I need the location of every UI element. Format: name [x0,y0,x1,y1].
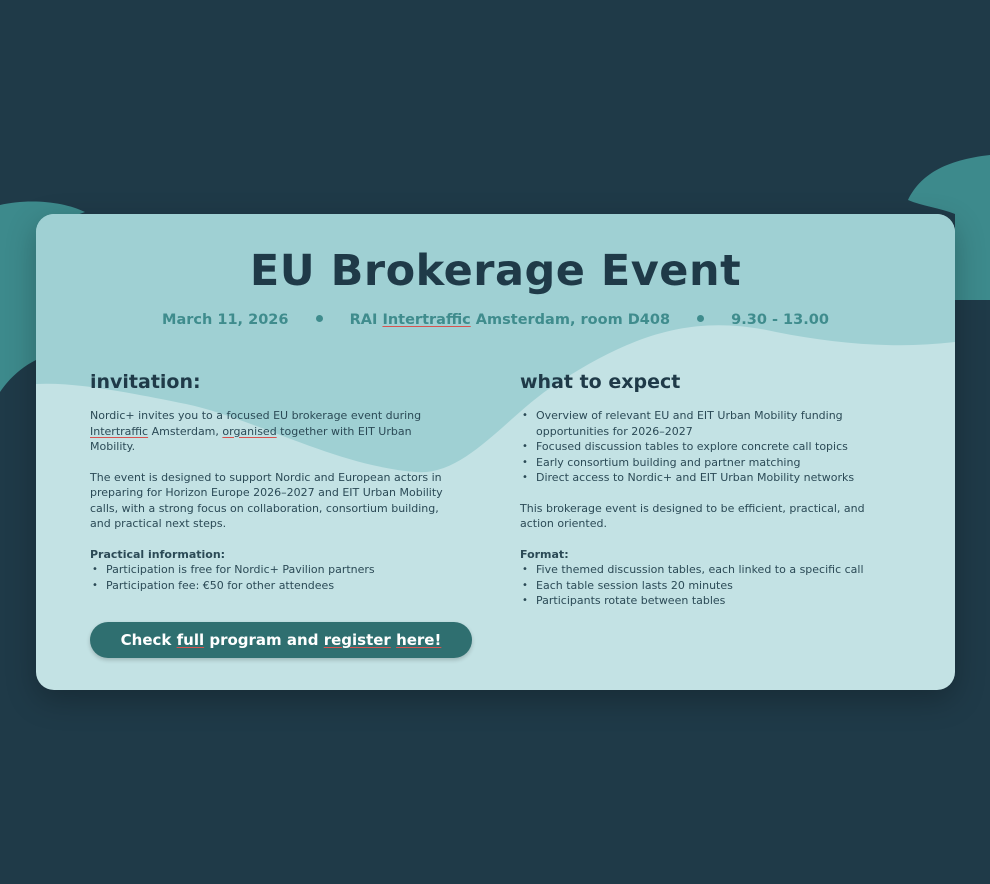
event-card [36,214,955,690]
cta-label: Check full program and register here! [120,631,442,649]
format-list [520,562,900,609]
expect-summary: This brokerage event is designed to be efficient, practical, and action oriented. [520,501,865,530]
list-item: • Each table session lasts 20 minutes [536,578,900,594]
venue-link[interactable]: Intertraffic [382,312,471,328]
list-item: • Overview of relevant EU and EIT Urban Mobility funding opportunities for 2026–2027 [536,408,900,439]
event-time: 9.30 - 13.00 [731,312,829,328]
list-item: • Five themed discussion tables, each linked to a specific call [536,562,900,578]
practical-info-list [90,562,460,593]
expect-heading: what to expect [520,371,681,393]
event-venue: RAI Intertraffic Amsterdam, room D408 [349,312,671,328]
separator-dot-icon [316,315,323,322]
event-meta [36,312,955,328]
event-date: March 11, 2026 [162,312,289,328]
list-item: • Early consortium building and partner matching [536,455,900,471]
list-item: • Participation is free for Nordic+ Pavilion partners [106,562,460,578]
page-title: EU Brokerage Event [249,246,742,296]
expect-list [520,408,900,486]
intertraffic-link[interactable]: Intertraffic [90,424,149,438]
list-item: • Participants rotate between tables [536,593,900,609]
invitation-paragraph-2: The event is designed to support Nordic and European actors in preparing for Horizon Europe 2026–2027 and EIT Urban Mobility calls, with a strong focus on collaboration, consortium building, and practical next steps. [90,470,443,530]
expect-section [520,370,900,624]
list-item: • Focused discussion tables to explore concrete call topics [536,439,900,455]
separator-dot-icon [697,315,704,322]
list-item: • Participation fee: €50 for other attendees [106,578,460,594]
register-button[interactable] [90,622,472,658]
invitation-paragraph-1: Nordic+ invites you to a focused EU brokerage event during Intertraffic Amsterdam, organised together with EIT Urban Mobility. [90,409,422,453]
format-heading: Format: [520,547,569,561]
invitation-section [90,370,460,608]
organised-link[interactable]: organised [222,424,277,438]
practical-info-heading: Practical information: [90,547,226,561]
list-item: • Direct access to Nordic+ and EIT Urban Mobility networks [536,470,900,486]
invitation-heading: invitation: [90,371,201,393]
